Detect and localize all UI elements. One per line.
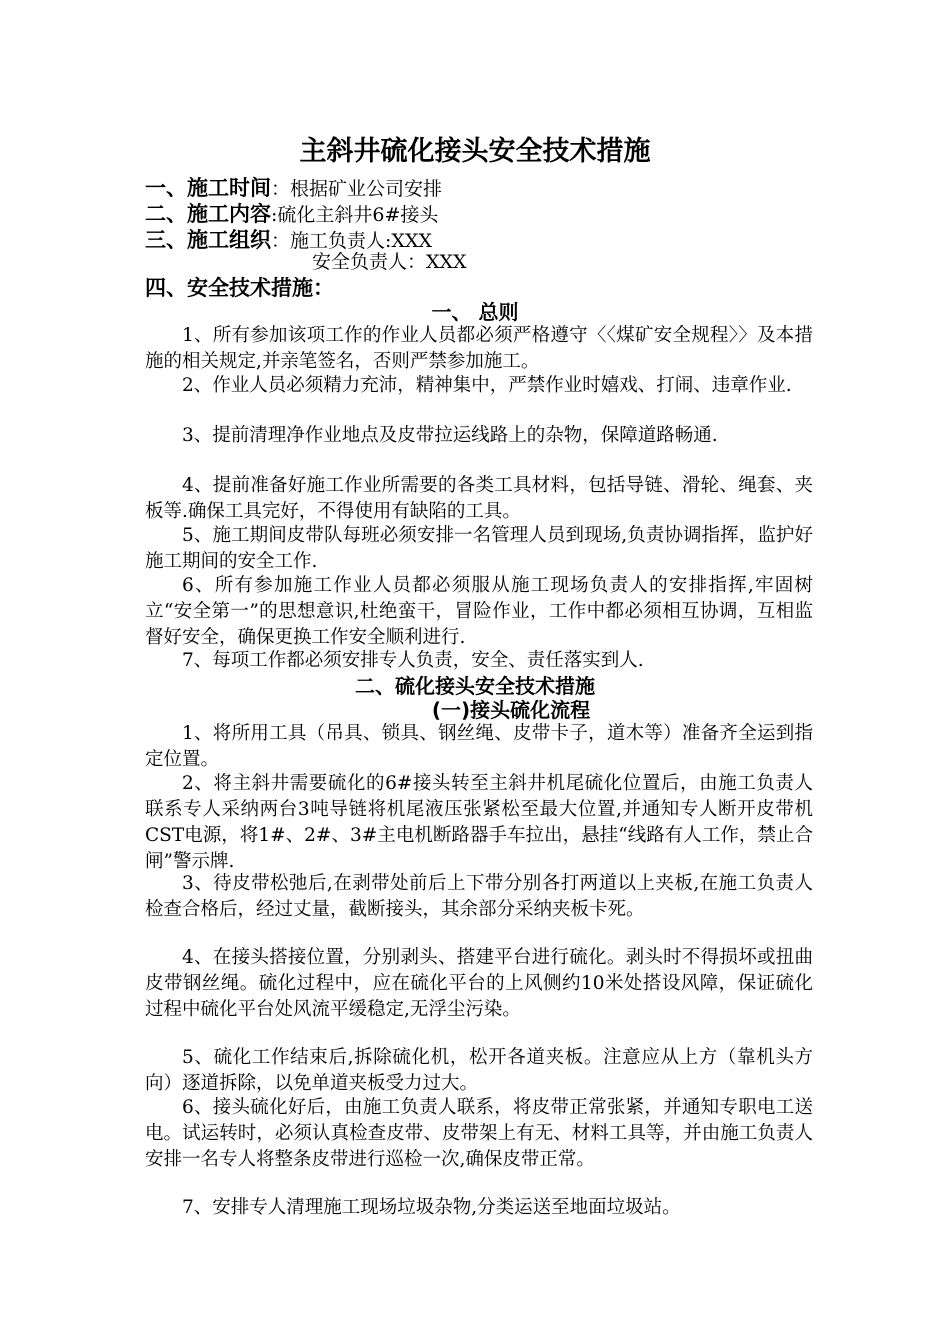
process-paragraph: 4、在接头搭接位置，分别剥头、搭建平台进行硫化。剥头时不得损坏或扭曲皮带钢丝绳。硫化过程中，应在硫化平台的上风侧约10米处搭设风障，保证硫化过程中硫化平台处风流平缓稳定,无浮尘污染。 xyxy=(145,947,813,1020)
section-four-heading: 四、安全技术措施： xyxy=(145,276,334,300)
safety-lead-row xyxy=(312,249,467,275)
construction-time-value: 根据矿业公司安排 xyxy=(290,178,443,200)
process-paragraph: 7、安排专人清理施工现场垃圾杂物,分类运送至地面垃圾站。 xyxy=(182,1197,681,1218)
general-paragraph: 5、施工期间皮带队每班必须安排一名管理人员到现场,负责协调指挥，监护好施工期间的安全工作. xyxy=(145,525,813,572)
general-paragraph: 4、提前准备好施工作业所需要的各类工具材料，包括导链、滑轮、绳套、夹板等.确保工具完好，不得使用有缺陷的工具。 xyxy=(145,475,813,522)
construction-organization-label: 三、施工组织 xyxy=(145,228,271,252)
construction-content-label: 二、施工内容 xyxy=(145,202,271,226)
process-paragraph: 6、接头硫化好后，由施工负责人联系，将皮带正常张紧，并通知专职电工送电。试运转时，必须认真检查皮带、皮带架上有无、材料工具等，并由施工负责人安排一名专人将整条皮带进行巡检一次,确保皮带正常。 xyxy=(145,1097,813,1170)
document-title: 主斜井硫化接头安全技术措施 xyxy=(299,136,651,167)
process-paragraph: 1、将所用工具（吊具、锁具、钢丝绳、皮带卡子，道木等）准备齐全运到指定位置。 xyxy=(145,723,813,770)
construction-time-label: 一、施工时间 xyxy=(145,176,271,200)
safety-lead-value: 安全负责人：XXX xyxy=(312,251,467,273)
section-two-subheading: (一)接头硫化流程 xyxy=(431,698,591,722)
general-heading: 一、 总则 xyxy=(431,300,519,324)
process-paragraph: 2、将主斜井需要硫化的6#接头转至主斜井机尾硫化位置后，由施工负责人联系专人采纳两台3吨导链将机尾液压张紧松至最大位置,并通知专人断开皮带机CST电源，将1#、2#、3#主电机断路器手车拉出，悬挂“线路有人工作，禁止合闸”警示牌. xyxy=(145,773,813,872)
process-paragraph: 5、硫化工作结束后,拆除硫化机，松开各道夹板。注意应从上方（靠机头方向）逐道拆除，以免单道夹板受力过大。 xyxy=(145,1047,813,1094)
general-paragraph: 7、每项工作都必须安排专人负责，安全、责任落实到人. xyxy=(182,650,644,671)
general-paragraph: 6、所有参加施工作业人员都必须服从施工现场负责人的安排指挥,牢固树立“安全第一”的思想意识,杜绝蛮干，冒险作业，工作中都必须相互协调，互相监督好安全，确保更换工作安全顺利进行. xyxy=(145,575,813,648)
construction-content-value: 硫化主斜井6#接头 xyxy=(277,204,439,226)
general-paragraph: 1、所有参加该项工作的作业人员都必须严格遵守〈〈煤矿安全规程〉〉及本措施的相关规定,并亲笔签名，否则严禁参加施工。 xyxy=(145,325,813,372)
section-four-row xyxy=(145,275,334,302)
construction-organization-row: 三、施工组织：施工负责人:XXX xyxy=(145,228,432,252)
construction-lead-value: 施工负责人:XXX xyxy=(290,230,432,252)
section-two-heading: 二、硫化接头安全技术措施 xyxy=(355,674,595,698)
construction-time-row: 一、施工时间：根据矿业公司安排 xyxy=(145,176,443,200)
construction-content-row: 二、施工内容:硫化主斜井6#接头 xyxy=(145,202,439,226)
general-paragraph: 3、提前清理净作业地点及皮带拉运线路上的杂物，保障道路畅通. xyxy=(182,425,718,446)
process-paragraph: 3、待皮带松弛后,在剥带处前后上下带分别各打两道以上夹板,在施工负责人检查合格后，经过丈量，截断接头，其余部分采纳夹板卡死。 xyxy=(145,873,813,920)
general-paragraph: 2、作业人员必须精力充沛，精神集中，严禁作业时嬉戏、打闹、违章作业. xyxy=(182,375,792,396)
